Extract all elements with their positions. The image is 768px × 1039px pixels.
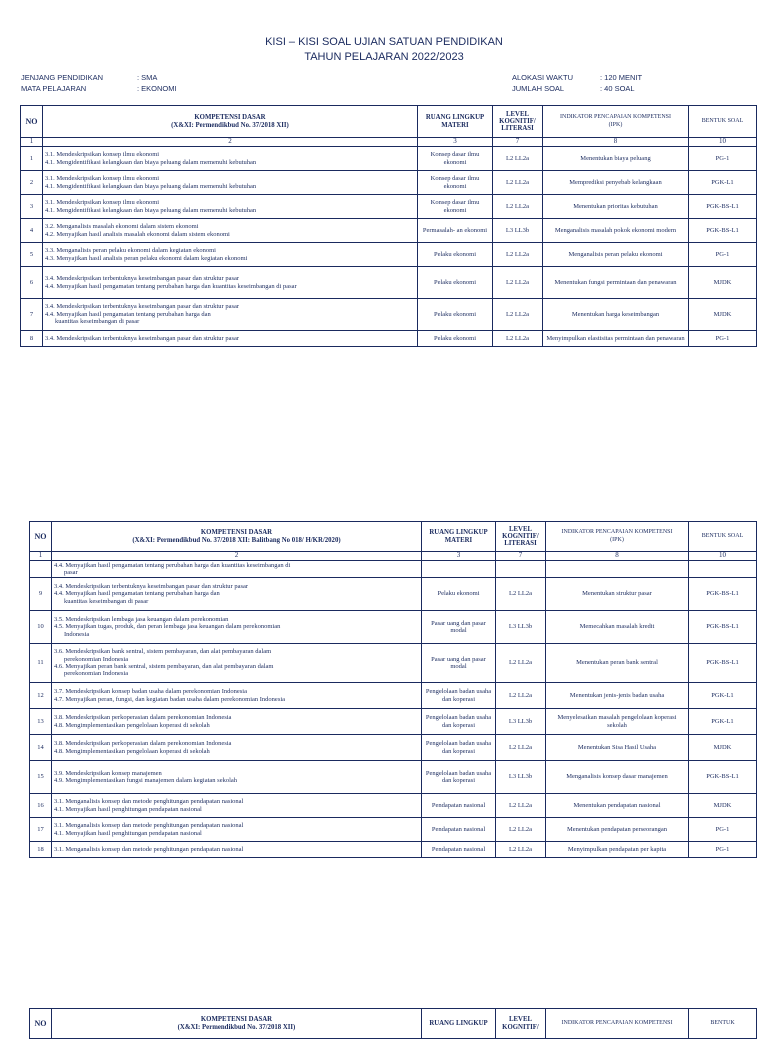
table-row (30, 842, 757, 858)
bentuk-soal-cell (689, 561, 757, 578)
bentuk-soal-cell: MJDK (689, 735, 757, 761)
ruang-lingkup-cell: Konsep dasar ilmu ekonomi (418, 147, 493, 171)
column-index: 2 (52, 552, 422, 561)
kompetensi-dasar-line: 4.1. Menyajikan hasil penghitungan pendapatan nasional (54, 805, 202, 813)
kompetensi-dasar-cell (43, 219, 418, 243)
jumlah-value: : 40 SOAL (600, 84, 635, 93)
kompetensi-dasar-cell (43, 243, 418, 267)
table-row (21, 171, 757, 195)
header-ruang-lingkup: RUANG LINGKUP MATERI (422, 522, 496, 552)
kompetensi-dasar-line: 3.1. Menganalisis konsep dan metode penghitungan pendapatan nasional (54, 845, 244, 853)
header-kd-title: KOMPETENSI DASAR (200, 1016, 273, 1024)
header-level-kognitif: LEVEL KOGNITIF/ (496, 1009, 546, 1039)
column-index: 10 (689, 552, 757, 561)
kompetensi-dasar-line: 3.4. Mendeskripsikan terbentuknya keseimbangan pasar dan struktur pasar (45, 303, 240, 311)
kompetensi-dasar-line: 3.1. Mendeskripsikan konsep ilmu ekonomi (45, 199, 160, 207)
ruang-lingkup-cell: Pendapatan nasional (422, 794, 496, 818)
level-kognitif-cell: L2 LL2a (496, 578, 546, 611)
table-row (30, 794, 757, 818)
row-number: 10 (30, 611, 52, 644)
ipk-cell: Menentukan Sisa Hasil Usaha (546, 735, 689, 761)
kompetensi-dasar-line: 4.9. Mengimplementasikan fungsi manajemen dalam kegiatan sekolah (54, 777, 238, 784)
header-ipk-title: INDIKATOR PENCAPAIAN KOMPETENSI (561, 529, 673, 536)
header-bentuk-soal: BENTUK SOAL (689, 106, 757, 138)
kompetensi-dasar-line: 3.8. Mendeskripsikan perkoperasian dalam perekonomian Indonesia (54, 714, 232, 722)
level-kognitif-cell (496, 561, 546, 578)
bentuk-soal-cell: PGK-BS-L1 (689, 195, 757, 219)
ruang-lingkup-cell: Pelaku ekonomi (422, 578, 496, 611)
ruang-lingkup-cell: Pendapatan nasional (422, 818, 496, 842)
kompetensi-dasar-line: 4.8. Mengimplementasikan pengelolaan koperasi di sekolah (54, 721, 210, 729)
kisi-table-1 (20, 105, 757, 347)
kompetensi-dasar-line: 3.9. Mendeskripsikan konsep manajemen (54, 769, 162, 777)
row-number: 15 (30, 761, 52, 794)
mapel-value: : EKONOMI (137, 84, 177, 93)
bentuk-soal-cell: PGK-BS-L1 (689, 761, 757, 794)
header-ipk (546, 522, 689, 552)
kompetensi-dasar-line: 4.4. Menyajikan hasil pengamatan tentang perubahan harga dan kuantitas keseimbangan di (54, 561, 291, 569)
bentuk-soal-cell: PG-1 (689, 147, 757, 171)
kompetensi-dasar-cell (52, 794, 422, 818)
ipk-cell: Menentukan biaya peluang (543, 147, 689, 171)
bentuk-soal-cell: PG-1 (689, 331, 757, 347)
kompetensi-dasar-line: 3.2. Menganalisis masalah ekonomi dalam sistem ekonomi (45, 223, 199, 231)
level-kognitif-cell: L2 LL2a (493, 195, 543, 219)
column-index: 8 (546, 552, 689, 561)
kompetensi-dasar-line: 3.3. Menganalisis peran pelaku ekonomi dalam kegiatan ekonomi (45, 247, 216, 255)
kompetensi-dasar-line: 4.4. Menyajikan hasil pengamatan tentang perubahan harga dan (45, 310, 211, 318)
column-index: 10 (689, 138, 757, 147)
bentuk-soal-cell: MJDK (689, 794, 757, 818)
kompetensi-dasar-line: 4.2. Menyajikan hasil analisis masalah ekonomi dalam sistem ekonomi (45, 230, 230, 238)
level-kognitif-cell: L2 LL2a (493, 147, 543, 171)
ruang-lingkup-cell: Konsep dasar ilmu ekonomi (418, 195, 493, 219)
table-3-clip (0, 1008, 768, 1031)
row-number: 4 (21, 219, 43, 243)
jenjang-value: : SMA (137, 73, 158, 82)
ipk-cell: Memprediksi penyebab kelangkaan (543, 171, 689, 195)
table-row (21, 195, 757, 219)
header-ipk-title: INDIKATOR PENCAPAIAN KOMPETENSI (559, 114, 671, 121)
kompetensi-dasar-cell (52, 578, 422, 611)
row-number: 2 (21, 171, 43, 195)
level-kognitif-cell: L3 LL3b (496, 709, 546, 735)
bentuk-soal-cell: PGK-BS-L1 (689, 578, 757, 611)
kompetensi-dasar-line: 3.1. Menganalisis konsep dan metode penghitungan pendapatan nasional (54, 798, 244, 806)
kompetensi-dasar-cell (52, 561, 422, 578)
ipk-cell: Menentukan pendapatan nasional (546, 794, 689, 818)
table-row (30, 709, 757, 735)
table-row (30, 644, 757, 683)
ruang-lingkup-cell (422, 561, 496, 578)
ruang-lingkup-cell: Konsep dasar ilmu ekonomi (418, 171, 493, 195)
header-kd-subtitle: (X&XI: Permendikbud No. 37/2018 XII) (171, 121, 289, 129)
kompetensi-dasar-line: 4.5. Menyajikan tugas, produk, dan peran lembaga jasa keuangan dalam perekonomian (54, 623, 281, 631)
kompetensi-dasar-line: 4.1. Mengidentifikasi kelangkaan dan biaya peluang dalam memenuhi kebutuhan (45, 206, 257, 214)
header-level-kognitif: LEVEL KOGNITIF/ LITERASI (493, 106, 543, 138)
row-number (30, 561, 52, 578)
bentuk-soal-cell: MJDK (689, 267, 757, 299)
bentuk-soal-cell: PGK-L1 (689, 683, 757, 709)
column-index: 7 (496, 552, 546, 561)
kompetensi-dasar-line: perekonomian Indonesia (64, 655, 129, 663)
table-row (21, 331, 757, 347)
table-row (21, 147, 757, 171)
kompetensi-dasar-line: 4.7. Menyajikan peran, fungsi, dan kegiatan badan usaha dalam perekonomian Indonesia (54, 695, 286, 703)
ruang-lingkup-cell: Pelaku ekonomi (418, 299, 493, 331)
ipk-cell: Menganalisis masalah pokok ekonomi modern (543, 219, 689, 243)
kompetensi-dasar-cell (43, 331, 418, 347)
kompetensi-dasar-line: perekonomian Indonesia (64, 670, 129, 678)
table-row (30, 561, 757, 578)
header-kompetensi-dasar (43, 106, 418, 138)
document-subtitle: TAHUN PELAJARAN 2022/2023 (304, 51, 464, 63)
table-row (30, 761, 757, 794)
alokasi-value: : 120 MENIT (600, 73, 643, 82)
jenjang-label: JENJANG PENDIDIKAN (21, 73, 104, 82)
row-number: 1 (21, 147, 43, 171)
kompetensi-dasar-cell (52, 644, 422, 683)
kompetensi-dasar-cell (43, 171, 418, 195)
row-number: 17 (30, 818, 52, 842)
column-index: 1 (21, 138, 43, 147)
header-kd-subtitle: (X&XI: Permendikbud No. 37/2018 XII) (177, 1023, 296, 1031)
header-bentuk-soal: BENTUK (689, 1009, 757, 1039)
level-kognitif-cell: L2 LL2a (493, 331, 543, 347)
kompetensi-dasar-line: pasar (64, 569, 78, 576)
kompetensi-dasar-line: 3.1. Mendeskripsikan konsep ilmu ekonomi (45, 151, 160, 159)
kompetensi-dasar-line: 3.4. Mendeskripsikan terbentuknya keseimbangan pasar dan struktur pasar (45, 275, 240, 283)
row-number: 18 (30, 842, 52, 858)
ruang-lingkup-cell: Pendapatan nasional (422, 842, 496, 858)
table-row (30, 735, 757, 761)
kompetensi-dasar-cell (52, 842, 422, 858)
jumlah-label: JUMLAH SOAL (512, 84, 565, 93)
header-ruang-lingkup: RUANG LINGKUP (422, 1009, 496, 1039)
header-no: NO (30, 522, 52, 552)
kompetensi-dasar-line: 4.4. Menyajikan hasil pengamatan tentang perubahan harga dan kuantitas keseimbangan di pasar (45, 282, 297, 290)
kompetensi-dasar-cell (43, 267, 418, 299)
table-row (30, 578, 757, 611)
ruang-lingkup-cell: Pelaku ekonomi (418, 243, 493, 267)
mapel-label: MATA PELAJARAN (21, 84, 87, 93)
level-kognitif-cell: L2 LL2a (496, 842, 546, 858)
kompetensi-dasar-line: 3.8. Mendeskripsikan perkoperasian dalam perekonomian Indonesia (54, 740, 232, 748)
kompetensi-dasar-cell (52, 683, 422, 709)
kompetensi-dasar-cell (52, 761, 422, 794)
bentuk-soal-cell: PG-1 (689, 243, 757, 267)
kompetensi-dasar-line: 3.4. Mendeskripsikan terbentuknya keseimbangan pasar dan struktur pasar (45, 334, 240, 342)
kompetensi-dasar-line: 3.7. Mendeskripsikan konsep badan usaha dalam perekonomian Indonesia (54, 688, 247, 696)
row-number: 9 (30, 578, 52, 611)
level-kognitif-cell: L2 LL2a (493, 171, 543, 195)
ruang-lingkup-cell: Pasar uang dan pasar modal (422, 611, 496, 644)
kompetensi-dasar-line: 3.4. Mendeskripsikan terbentuknya keseimbangan pasar dan struktur pasar (54, 582, 249, 590)
kompetensi-dasar-line: 4.4. Menyajikan hasil pengamatan tentang perubahan harga dan (54, 590, 220, 598)
column-index: 3 (418, 138, 493, 147)
header-ipk: INDIKATOR PENCAPAIAN KOMPETENSI (546, 1009, 689, 1039)
bentuk-soal-cell: PGK-L1 (689, 171, 757, 195)
ruang-lingkup-cell: Pengelolaan badan usaha dan koperasi (422, 709, 496, 735)
header-ipk-subtitle: (IPK) (608, 121, 623, 128)
ipk-cell: Menyelesaikan masalah pengelolaan koperasi sekolah (546, 709, 689, 735)
header-kd-subtitle: (X&XI: Permendikbud No. 37/2018 XII: Balitbang No 018/ H/KR/2020) (132, 536, 341, 544)
row-number: 13 (30, 709, 52, 735)
bentuk-soal-cell: PGK-BS-L1 (689, 611, 757, 644)
ruang-lingkup-cell: Pasar uang dan pasar modal (422, 644, 496, 683)
header-bentuk-soal: BENTUK SOAL (689, 522, 757, 552)
level-kognitif-cell: L2 LL2a (496, 818, 546, 842)
kompetensi-dasar-cell (43, 195, 418, 219)
ipk-cell: Menyimpulkan pendapatan per kapita (546, 842, 689, 858)
kompetensi-dasar-line: 4.1. Menyajikan hasil penghitungan pendapatan nasional (54, 829, 202, 837)
column-index: 7 (493, 138, 543, 147)
kisi-table-2 (29, 521, 757, 858)
kompetensi-dasar-cell (52, 818, 422, 842)
kompetensi-dasar-line: 3.5. Mendeskripsikan lembaga jasa keuangan dalam perekonomian (54, 615, 229, 623)
kompetensi-dasar-line: Indonesia (64, 630, 90, 638)
header-kd-title: KOMPETENSI DASAR (194, 114, 266, 122)
ipk-cell: Menentukan struktur pasar (546, 578, 689, 611)
kompetensi-dasar-line: 4.1. Mengidentifikasi kelangkaan dan biaya peluang dalam memenuhi kebutuhan (45, 182, 257, 190)
kompetensi-dasar-line: 4.8. Mengimplementasikan pengelolaan koperasi di sekolah (54, 747, 210, 755)
ipk-cell: Menganalisis peran pelaku ekonomi (543, 243, 689, 267)
table-row (21, 299, 757, 331)
kompetensi-dasar-line: 4.6. Menyajikan peran bank sentral, sistem pembayaran, dan alat pembayaran dalam (54, 663, 274, 670)
kompetensi-dasar-line: 3.1. Mendeskripsikan konsep ilmu ekonomi (45, 175, 160, 183)
row-number: 12 (30, 683, 52, 709)
bentuk-soal-cell: PGK-BS-L1 (689, 219, 757, 243)
column-index: 1 (30, 552, 52, 561)
header-no: NO (21, 106, 43, 138)
ipk-cell: Menentukan fungsi permintaan dan penawaran (543, 267, 689, 299)
kompetensi-dasar-line: 4.3. Menyajikan hasil analisis peran pelaku ekonomi dalam kegiatan ekonomi (45, 254, 248, 262)
header-ruang-lingkup: RUANG LINGKUP MATERI (418, 106, 493, 138)
row-number: 11 (30, 644, 52, 683)
ruang-lingkup-cell: Pengelolaan badan usaha dan koperasi (422, 735, 496, 761)
table-row (21, 219, 757, 243)
kompetensi-dasar-cell (52, 709, 422, 735)
level-kognitif-cell: L2 LL2a (493, 267, 543, 299)
ruang-lingkup-cell: Pengelolaan badan usaha dan koperasi (422, 761, 496, 794)
bentuk-soal-cell: MJDK (689, 299, 757, 331)
level-kognitif-cell: L2 LL2a (496, 735, 546, 761)
ipk-cell: Memecahkan masalah kredit (546, 611, 689, 644)
ipk-cell: Menentukan prioritas kebutuhan (543, 195, 689, 219)
ipk-cell: Menentukan jenis-jenis badan usaha (546, 683, 689, 709)
bentuk-soal-cell: PG-1 (689, 842, 757, 858)
row-number: 6 (21, 267, 43, 299)
column-index: 8 (543, 138, 689, 147)
ipk-cell (546, 561, 689, 578)
header-kompetensi-dasar (52, 522, 422, 552)
kompetensi-dasar-line: kuantitas keseimbangan di pasar (64, 597, 149, 605)
ipk-cell: Menganalisis konsep dasar manajemen (546, 761, 689, 794)
table-row (21, 267, 757, 299)
header-ipk-subtitle: (IPK) (610, 536, 624, 543)
ruang-lingkup-cell: Pengelolaan badan usaha dan koperasi (422, 683, 496, 709)
column-index: 3 (422, 552, 496, 561)
level-kognitif-cell: L3 LL3b (496, 611, 546, 644)
ipk-cell: Menentukan pendapatan perseorangan (546, 818, 689, 842)
header-ipk (543, 106, 689, 138)
level-kognitif-cell: L3 LL3b (496, 761, 546, 794)
header-no: NO (30, 1009, 52, 1039)
header-kd-title: KOMPETENSI DASAR (200, 529, 273, 537)
row-number: 3 (21, 195, 43, 219)
row-number: 8 (21, 331, 43, 347)
header-level-kognitif: LEVEL KOGNITIF/ LITERASI (496, 522, 546, 552)
row-number: 14 (30, 735, 52, 761)
kompetensi-dasar-line: 3.6. Mendeskripsikan bank sentral, sistem pembayaran, dan alat pembayaran dalam (54, 648, 272, 656)
ipk-cell: Menentukan peran bank sentral (546, 644, 689, 683)
ipk-cell: Menentukan harga keseimbangan (543, 299, 689, 331)
level-kognitif-cell: L2 LL2a (496, 683, 546, 709)
ruang-lingkup-cell: Pelaku ekonomi (418, 267, 493, 299)
table-row (30, 818, 757, 842)
table-row (30, 683, 757, 709)
column-index-row (30, 552, 757, 561)
kompetensi-dasar-line: kuantitas keseimbangan di pasar (55, 318, 140, 326)
column-index-row (21, 138, 757, 147)
bentuk-soal-cell: PGK-L1 (689, 709, 757, 735)
document-title: KISI – KISI SOAL UJIAN SATUAN PENDIDIKAN (265, 36, 503, 48)
level-kognitif-cell: L2 LL2a (496, 794, 546, 818)
bentuk-soal-cell: PG-1 (689, 818, 757, 842)
row-number: 5 (21, 243, 43, 267)
kompetensi-dasar-line: 3.1. Menganalisis konsep dan metode penghitungan pendapatan nasional (54, 822, 244, 830)
kompetensi-dasar-cell (43, 299, 418, 331)
header-kompetensi-dasar (52, 1009, 422, 1039)
kompetensi-dasar-cell (52, 611, 422, 644)
ruang-lingkup-cell: Permasalah- an ekonomi (418, 219, 493, 243)
bentuk-soal-cell: PGK-BS-L1 (689, 644, 757, 683)
kompetensi-dasar-cell (52, 735, 422, 761)
level-kognitif-cell: L2 LL2a (493, 243, 543, 267)
ipk-cell: Menyimpulkan elastisitas permintaan dan penawaran (543, 331, 689, 347)
level-kognitif-cell: L2 LL2a (493, 299, 543, 331)
ruang-lingkup-cell: Pelaku ekonomi (418, 331, 493, 347)
kompetensi-dasar-line: 4.1. Mengidentifikasi kelangkaan dan biaya peluang dalam memenuhi kebutuhan (45, 158, 257, 166)
level-kognitif-cell: L3 LL3b (493, 219, 543, 243)
row-number: 7 (21, 299, 43, 331)
row-number: 16 (30, 794, 52, 818)
alokasi-label: ALOKASI WAKTU (512, 73, 573, 82)
column-index: 2 (43, 138, 418, 147)
table-row (21, 243, 757, 267)
table-row (30, 611, 757, 644)
level-kognitif-cell: L2 LL2a (496, 644, 546, 683)
kisi-table-3 (29, 1008, 757, 1039)
kompetensi-dasar-cell (43, 147, 418, 171)
